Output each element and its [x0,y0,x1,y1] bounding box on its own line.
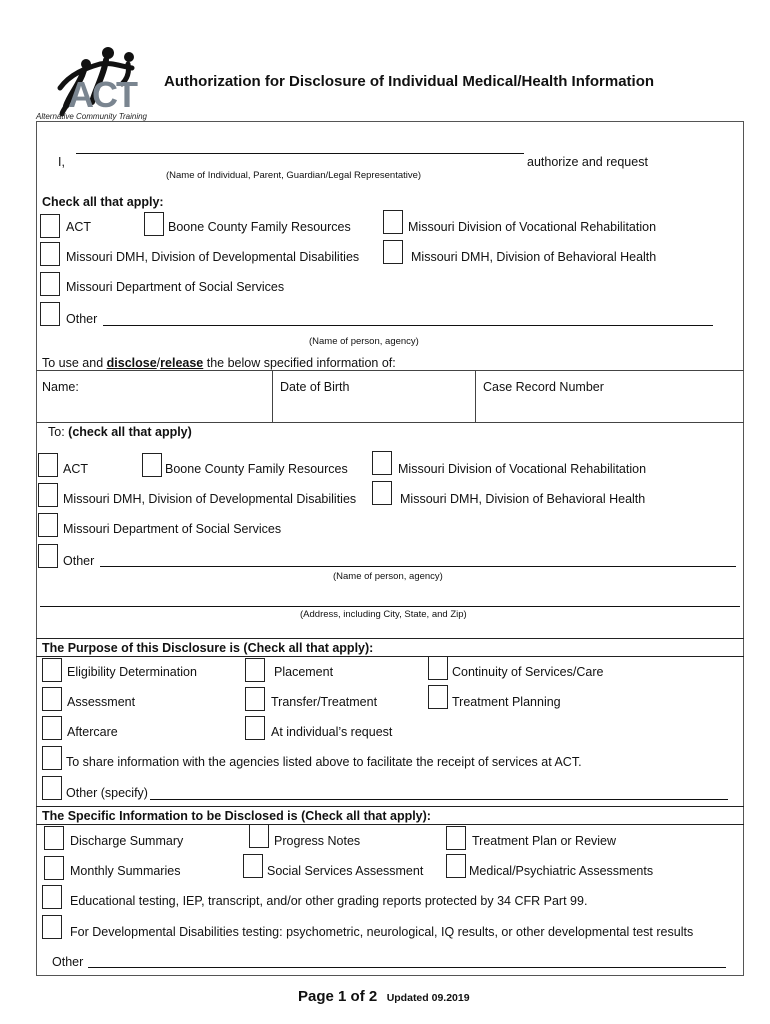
table-top-line [36,370,744,371]
purpose-assessment-checkbox[interactable] [42,687,62,711]
table-divider-2 [475,370,476,422]
to-dmh-dd-label: Missouri DMH, Division of Developmental Disabilities [63,492,357,506]
purpose-other-checkbox[interactable] [42,776,62,800]
purpose-placement-checkbox[interactable] [245,658,265,682]
i-label: I, [58,155,65,169]
dob-cell-label: Date of Birth [280,380,350,394]
specific-other-label: Other [52,955,84,969]
from-act-label: ACT [66,220,91,234]
page-title: Authorization for Disclosure of Individual Medical/Health Information [164,73,655,90]
from-boone-checkbox[interactable] [144,212,164,236]
purpose-eligibility-checkbox[interactable] [42,658,62,682]
purpose-heading-line [36,656,744,657]
to-vocrehab-label: Missouri Division of Vocational Rehabilitation [398,462,647,476]
logo-caption: Alternative Community Training [36,112,148,121]
purpose-placement-label: Placement [274,665,334,679]
individual-name-field[interactable] [76,153,524,154]
from-vocrehab-label: Missouri Division of Vocational Rehabilitation [408,220,657,234]
to-other-field[interactable] [100,566,736,567]
specific-treatment-plan-checkbox[interactable] [446,826,466,850]
to-vocrehab-checkbox[interactable] [372,451,392,475]
specific-social-checkbox[interactable] [243,854,263,878]
specific-treatment-plan-label: Treatment Plan or Review [472,834,617,848]
table-divider-1 [272,370,273,422]
name-caption: (Name of Individual, Parent, Guardian/Legal Representative) [166,170,422,181]
page-number: Page 1 of 2 [298,988,378,1005]
name-cell-label: Name: [42,380,79,394]
use-disclose-suffix: the below specified information of: [203,356,396,370]
case-cell-label: Case Record Number [483,380,604,394]
check-all-heading: Check all that apply: [42,195,164,209]
from-dmh-bh-checkbox[interactable] [383,240,403,264]
from-dss-label: Missouri Department of Social Services [66,280,285,294]
specific-social-label: Social Services Assessment [267,864,424,878]
to-other-label: Other [63,554,95,568]
to-boone-label: Boone County Family Resources [165,462,348,476]
specific-monthly-label: Monthly Summaries [70,864,181,878]
to-other-checkbox[interactable] [38,544,58,568]
specific-medical-checkbox[interactable] [446,854,466,878]
specific-dd-testing-label: For Developmental Disabilities testing: psychometric, neurological, IQ results, or other developmental test results [70,925,694,939]
purpose-aftercare-label: Aftercare [67,725,118,739]
purpose-share-label: To share information with the agencies listed above to facilitate the receipt of services at ACT. [66,755,582,769]
authorize-text: authorize and request [527,155,648,169]
from-dmh-bh-label: Missouri DMH, Division of Behavioral Health [411,250,657,264]
purpose-transfer-checkbox[interactable] [245,687,265,711]
use-disclose-prefix: To use and [42,356,107,370]
slash: / [156,356,161,370]
purpose-heading: The Purpose of this Disclosure is (Check all that apply): [42,641,374,655]
table-bottom-line [36,422,744,423]
use-disclose-text [42,356,396,370]
purpose-treatment-planning-label: Treatment Planning [452,695,561,709]
purpose-aftercare-checkbox[interactable] [42,716,62,740]
specific-dd-testing-checkbox[interactable] [42,915,62,939]
purpose-eligibility-label: Eligibility Determination [67,665,197,679]
from-dmh-dd-checkbox[interactable] [40,242,60,266]
to-heading [48,425,192,439]
from-other-field[interactable] [103,325,713,326]
from-vocrehab-checkbox[interactable] [383,210,403,234]
from-dmh-dd-label: Missouri DMH, Division of Developmental Disabilities [66,250,360,264]
specific-medical-label: Medical/Psychiatric Assessments [469,864,654,878]
logo [36,44,148,124]
from-dss-checkbox[interactable] [40,272,60,296]
from-other-caption: (Name of person, agency) [309,336,419,347]
purpose-transfer-label: Transfer/Treatment [271,695,378,709]
purpose-treatment-planning-checkbox[interactable] [428,685,448,709]
from-act-checkbox[interactable] [40,214,60,238]
purpose-request-label: At individual’s request [271,725,393,739]
to-act-label: ACT [63,462,88,476]
to-address-field[interactable] [40,606,740,607]
to-other-caption: (Name of person, agency) [333,571,443,582]
specific-discharge-label: Discharge Summary [70,834,184,848]
to-dmh-bh-checkbox[interactable] [372,481,392,505]
specific-monthly-checkbox[interactable] [44,856,64,880]
purpose-other-label: Other (specify) [66,786,148,800]
specific-heading: The Specific Information to be Disclosed is (Check all that apply): [42,809,431,823]
specific-educational-checkbox[interactable] [42,885,62,909]
updated-date: Updated 09.2019 [386,992,470,1004]
to-address-caption: (Address, including City, State, and Zip) [300,609,467,620]
purpose-share-checkbox[interactable] [42,746,62,770]
logo-text: ACT [68,74,136,115]
to-heading-text: (check all that apply) [68,425,192,439]
to-dmh-dd-checkbox[interactable] [38,483,58,507]
to-boone-checkbox[interactable] [142,453,162,477]
from-boone-label: Boone County Family Resources [168,220,351,234]
to-prefix: To: [48,425,69,439]
specific-discharge-checkbox[interactable] [44,826,64,850]
purpose-request-checkbox[interactable] [245,716,265,740]
purpose-continuity-checkbox[interactable] [428,656,448,680]
specific-heading-line [36,824,744,825]
page-footer [298,988,470,1005]
release-word: release [160,356,204,370]
to-dmh-bh-label: Missouri DMH, Division of Behavioral Health [400,492,646,506]
specific-top-line [36,806,744,807]
from-other-label: Other [66,312,98,326]
to-dss-checkbox[interactable] [38,513,58,537]
specific-progress-checkbox[interactable] [249,824,269,848]
specific-educational-label: Educational testing, IEP, transcript, and/or other grading reports protected by 34 CFR Part 99. [70,894,588,908]
to-dss-label: Missouri Department of Social Services [63,522,282,536]
to-act-checkbox[interactable] [38,453,58,477]
from-other-checkbox[interactable] [40,302,60,326]
specific-other-field[interactable] [88,967,726,968]
disclose-word: disclose [106,356,157,370]
purpose-top-line [36,638,744,639]
specific-progress-label: Progress Notes [274,834,361,848]
purpose-continuity-label: Continuity of Services/Care [452,665,604,679]
purpose-other-field[interactable] [150,799,728,800]
purpose-assessment-label: Assessment [67,695,136,709]
